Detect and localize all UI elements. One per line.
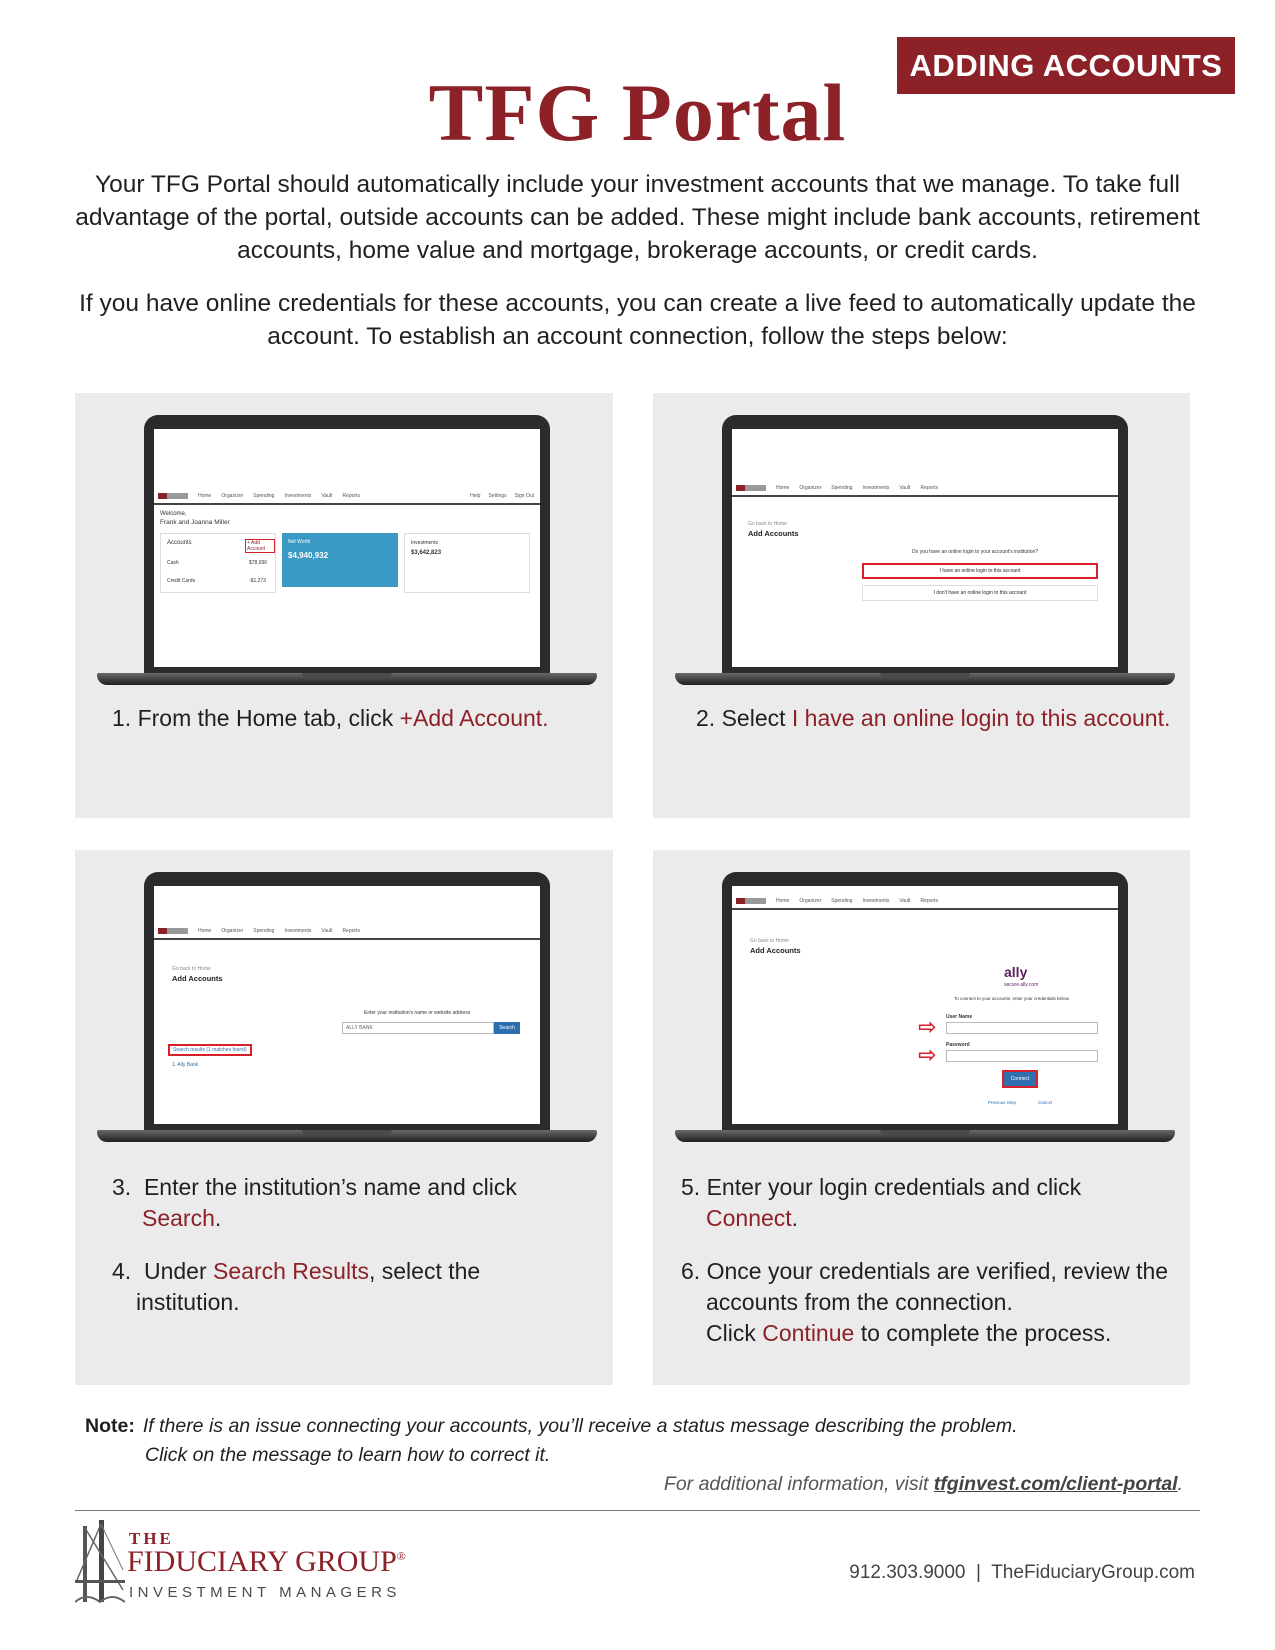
- step-panel-3: [75, 850, 613, 1385]
- mini-back-link: Go back to Home: [172, 966, 211, 972]
- mini-nav-reports: Reports: [342, 928, 360, 934]
- step-4-number: 4.: [112, 1258, 132, 1284]
- step-4-text-a: Under: [143, 1258, 214, 1284]
- mini-add-account-button: + Add Account: [245, 539, 275, 553]
- mini-nav-signout: Sign Out: [514, 493, 534, 499]
- mini-search-button: Search: [494, 1022, 520, 1034]
- portal-home-screen: [154, 429, 540, 667]
- portal-add-accounts-screen: [732, 429, 1118, 667]
- step-4-text-b: , select the: [368, 1258, 481, 1284]
- mini-welcome: Welcome,: [160, 511, 187, 517]
- note-line-2: Click on the message to learn how to correct it.: [145, 1444, 551, 1466]
- mini-net-worth-value: $4,940,932: [288, 551, 329, 560]
- step-4-text: [112, 1256, 480, 1318]
- step-6-text-a: Once your credentials are verified, review the: [706, 1258, 1169, 1284]
- mini-nav-investments: Investments: [284, 928, 312, 934]
- mini-net-worth-card: [282, 533, 398, 587]
- step-panel-1: [75, 393, 613, 818]
- step-3-number: 3.: [112, 1174, 132, 1200]
- intro-paragraph-2: If you have online credentials for these accounts, you can create a live feed to automatically update the account. To establish an account connection, follow the steps below:: [79, 290, 1196, 350]
- footer-divider: [75, 1510, 1200, 1511]
- step-6-text-d: to complete the process.: [854, 1320, 1112, 1346]
- mini-cancel: Cancel: [1038, 1100, 1053, 1105]
- step-1-action: +Add Account.: [399, 705, 549, 731]
- step-6-text-c: Click: [706, 1320, 763, 1346]
- mini-nav-spending: Spending: [253, 928, 275, 934]
- arrow-right-icon: ⇨: [918, 1014, 937, 1039]
- mini-question: Do you have an online login to your account's institution?: [912, 549, 1039, 555]
- mini-user: Frank and Joanna Miller: [160, 519, 230, 526]
- step-panel-2: [653, 393, 1190, 818]
- mini-nav: [732, 894, 1118, 910]
- mini-nav-spending: Spending: [831, 898, 853, 904]
- mini-search-prompt: Enter your institution's name or website address: [364, 1010, 471, 1016]
- mini-row-value: $78,936: [249, 560, 268, 566]
- mini-nav-organizer: Organizer: [799, 898, 822, 904]
- portal-search-screen: [154, 886, 540, 1124]
- step-panel-4: [653, 850, 1190, 1385]
- mini-logo: [158, 928, 188, 934]
- mini-password-input: [946, 1050, 1098, 1062]
- mini-nav-investments: Investments: [862, 485, 890, 491]
- mini-nav-home: Home: [776, 898, 790, 904]
- mini-username-label: User Name: [946, 1014, 973, 1020]
- step-5-action: Connect: [706, 1205, 792, 1231]
- step-4-action: Search Results: [213, 1258, 369, 1284]
- note-line-1: If there is an issue connecting your accounts, you’ll receive a status message describing the problem.: [142, 1415, 1018, 1437]
- laptop-screenshot-3: [97, 872, 597, 1152]
- logo-the: THE: [129, 1529, 174, 1548]
- step-6-text: [681, 1256, 1168, 1349]
- step-3-text: [112, 1172, 517, 1234]
- mini-add-accounts-title: Add Accounts: [750, 946, 801, 955]
- mini-connect-button: Connect: [1004, 1072, 1036, 1086]
- mini-row-label: Credit Cards: [167, 578, 196, 584]
- step-3-period: .: [214, 1205, 222, 1231]
- mini-nav-home: Home: [776, 485, 790, 491]
- logo-registered: ®: [396, 1549, 406, 1563]
- mini-connect-prompt: To connect to your accounts, enter your credentials below.: [954, 996, 1070, 1001]
- mini-investments-label: Investments: [411, 540, 438, 546]
- mini-search-results: Search results (1 matches found): [168, 1044, 252, 1056]
- step-5-text: [681, 1172, 1081, 1234]
- laptop-screenshot-2: [675, 415, 1175, 695]
- bridge-icon: [75, 1520, 125, 1606]
- mini-nav-organizer: Organizer: [799, 485, 822, 491]
- mini-nav-spending: Spending: [253, 493, 275, 499]
- mini-row-label: Cash: [167, 560, 179, 566]
- note: [85, 1412, 1018, 1470]
- arrow-right-icon: ⇨: [918, 1042, 937, 1067]
- mini-nav: [732, 481, 1118, 497]
- contact-info: 912.303.9000 | TheFiduciaryGroup.com: [849, 1562, 1195, 1583]
- step-3-action: Search: [142, 1205, 215, 1231]
- step-2-prefix: 2. Select: [696, 705, 792, 731]
- mini-accounts-card: [160, 533, 276, 593]
- mini-nav-home: Home: [198, 928, 212, 934]
- mini-accounts-label: Accounts: [167, 540, 192, 546]
- intro-paragraph-1: Your TFG Portal should automatically include your investment accounts that we manage. To take full advantage of the portal, outside accounts can be added. These might include bank accounts, retirement accounts, home value and mortgage, brokerage accounts, or credit cards.: [75, 171, 1200, 264]
- more-info-suffix: .: [1177, 1473, 1183, 1495]
- mini-logo: [736, 485, 766, 491]
- mini-nav-investments: Investments: [284, 493, 312, 499]
- mini-username-input: [946, 1022, 1098, 1034]
- intro: [60, 168, 1215, 353]
- step-5-instruction: Enter your login credentials and click: [706, 1174, 1082, 1200]
- step-2-text: [696, 703, 1170, 734]
- step-3-instruction: Enter the institution’s name and click: [143, 1174, 517, 1200]
- step-5-period: .: [791, 1205, 799, 1231]
- note-label: Note:: [85, 1415, 135, 1437]
- mini-add-accounts-title: Add Accounts: [748, 529, 799, 538]
- mini-nav-organizer: Organizer: [221, 928, 244, 934]
- step-1-prefix: 1. From the Home tab, click: [112, 705, 400, 731]
- mini-back-link: Go back to Home: [750, 938, 789, 944]
- page-title: TFG Portal: [428, 67, 847, 158]
- mini-nav-reports: Reports: [920, 485, 938, 491]
- mini-nav-home: Home: [198, 493, 212, 499]
- mini-search-input: ALLY BANK: [342, 1022, 494, 1034]
- mini-nav-vault: Vault: [321, 493, 333, 499]
- mini-password-label: Password: [946, 1042, 970, 1048]
- mini-row-value: -$1,273: [249, 578, 266, 584]
- mini-logo: [736, 898, 766, 904]
- logo-subtitle: INVESTMENT MANAGERS: [129, 1584, 401, 1601]
- mini-ally-url: secure.ally.com: [1004, 982, 1039, 988]
- mini-net-worth-label: Net Worth: [288, 539, 311, 545]
- mini-option-no: I don't have an online login to this account: [862, 585, 1098, 601]
- step-1-text: [112, 703, 549, 734]
- mini-nav: [154, 489, 540, 505]
- adding-accounts-badge: ADDING ACCOUNTS: [897, 37, 1235, 94]
- logo-name-text: FIDUCIARY GROUP: [127, 1545, 397, 1578]
- mini-nav: [154, 924, 540, 940]
- more-info: [664, 1473, 1183, 1496]
- mini-nav-reports: Reports: [920, 898, 938, 904]
- mini-logo: [158, 493, 188, 499]
- mini-nav-vault: Vault: [321, 928, 333, 934]
- step-6-text-b: accounts from the connection.: [706, 1289, 1013, 1315]
- mini-investments-card: [404, 533, 530, 593]
- client-portal-link[interactable]: tfginvest.com/client-portal: [933, 1473, 1178, 1495]
- logo-name: [127, 1545, 406, 1579]
- more-info-prefix: For additional information, visit: [663, 1473, 934, 1495]
- mini-add-accounts-title: Add Accounts: [172, 974, 223, 983]
- mini-back-link: Go back to Home: [748, 521, 787, 527]
- step-6-action: Continue: [762, 1320, 855, 1346]
- mini-previous-step: Previous Step: [988, 1100, 1017, 1105]
- mini-investments-value: $3,642,823: [411, 550, 442, 556]
- mini-nav-help: Help: [470, 493, 481, 499]
- mini-nav-vault: Vault: [899, 898, 911, 904]
- mini-option-yes: I have an online login to this account: [862, 563, 1098, 579]
- portal-login-screen: [732, 886, 1118, 1124]
- step-6-number: 6.: [681, 1258, 701, 1284]
- laptop-screenshot-1: [97, 415, 597, 695]
- mini-nav-settings: Settings: [488, 493, 507, 499]
- step-4-text-c: institution.: [136, 1289, 240, 1315]
- laptop-screenshot-4: [675, 872, 1175, 1152]
- mini-nav-investments: Investments: [862, 898, 890, 904]
- ally-logo: ally: [1004, 964, 1028, 980]
- mini-nav-reports: Reports: [342, 493, 360, 499]
- step-2-action: I have an online login to this account.: [791, 705, 1171, 731]
- mini-result-1: 1. Ally Bank: [172, 1062, 199, 1068]
- mini-nav-vault: Vault: [899, 485, 911, 491]
- step-5-number: 5.: [681, 1174, 701, 1200]
- mini-nav-spending: Spending: [831, 485, 853, 491]
- mini-nav-organizer: Organizer: [221, 493, 244, 499]
